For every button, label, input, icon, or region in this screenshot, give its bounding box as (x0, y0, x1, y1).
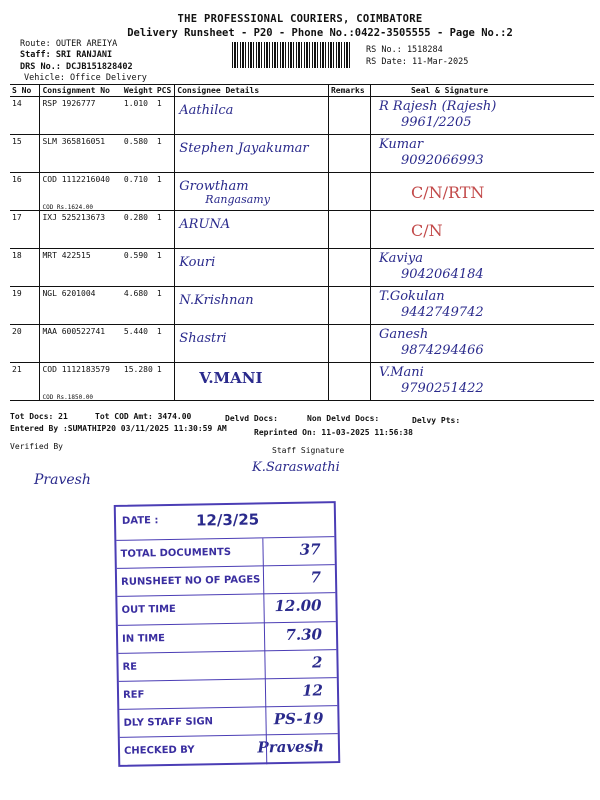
row-pcs: 1 (155, 211, 175, 249)
row-sno: 19 (10, 287, 40, 325)
table-row (10, 173, 594, 211)
delivery-stamp (114, 501, 341, 767)
signature-phone: 9442749742 (400, 305, 484, 320)
consignee-name: V.MANI (199, 369, 263, 387)
consignee-name: N.Krishnan (179, 293, 254, 308)
col-pcs: PCS (155, 85, 175, 97)
stamp-value: 7 (310, 568, 322, 587)
row-pcs: 1 (155, 135, 175, 173)
cod-amount: COD Rs.1850.00 (42, 394, 94, 401)
row-remarks (328, 325, 370, 363)
row-signature (370, 325, 594, 363)
col-consignment: Consignment No (40, 85, 122, 97)
row-signature (370, 211, 594, 249)
row-weight: 5.440 (122, 325, 155, 363)
row-sno: 14 (10, 97, 40, 135)
cod-amount: COD Rs.1624.00 (42, 204, 94, 211)
consignee-name: Stephen Jayakumar (179, 141, 309, 156)
stamp-value: 37 (299, 540, 321, 559)
stamp-date-value: 12/3/25 (195, 510, 260, 530)
row-weight: 1.010 (122, 97, 155, 135)
row-consignment: NGL 6201004 (40, 287, 122, 325)
consignee-name: Aathilca (179, 103, 234, 118)
signature: R Rajesh (Rajesh) (378, 99, 497, 114)
table-row (10, 325, 594, 363)
row-consignment: RSP 1926777 (40, 97, 122, 135)
stamp-label: OUT TIME (121, 604, 176, 617)
stamp-label: RE (122, 661, 138, 673)
barcode (232, 42, 350, 68)
row-consignment: COD 1112216040 COD Rs.1624.00 (40, 173, 122, 211)
stamp-row (117, 593, 335, 625)
table-row (10, 287, 594, 325)
rs-date: RS Date: 11-Mar-2025 (366, 57, 469, 67)
row-consignment: COD 1112183579 COD Rs.1850.00 (40, 363, 122, 401)
stamp-value: 2 (311, 653, 323, 672)
vehicle: Vehicle: Office Delivery (24, 73, 147, 83)
verified-by: Verified By (10, 442, 63, 451)
row-signature (370, 173, 594, 211)
stamp-row (119, 706, 337, 738)
signature-phone: 9961/2205 (400, 115, 472, 130)
consignee-name-line2: Rangasamy (205, 193, 270, 206)
row-weight: 0.710 (122, 173, 155, 211)
row-consignee (175, 135, 329, 173)
table-row (10, 249, 594, 287)
row-consignee (175, 325, 329, 363)
stamp-value: PS-19 (273, 709, 324, 729)
row-pcs: 1 (155, 173, 175, 211)
stamp-label: IN TIME (121, 632, 166, 645)
row-pcs: 1 (155, 249, 175, 287)
stamp-value: 12.00 (274, 596, 322, 616)
stamp-label: TOTAL DOCUMENTS (120, 546, 232, 560)
non-delivered-docs: Non Delvd Docs: (307, 414, 380, 423)
row-weight: 15.280 (122, 363, 155, 401)
stamp-row (117, 565, 335, 597)
delivery-points: Delvy Pts: (412, 416, 461, 425)
row-sno: 18 (10, 249, 40, 287)
signature-phone: 9790251422 (400, 381, 484, 396)
row-consignee (175, 287, 329, 325)
stamp-label: RUNSHEET NO OF PAGES (120, 574, 261, 589)
row-sno: 16 (10, 173, 40, 211)
reprinted-on: Reprinted On: 11-03-2025 11:56:38 (254, 428, 413, 437)
stamp-value: 12 (301, 681, 324, 700)
col-remarks: Remarks (328, 85, 370, 97)
col-signature: Seal & Signature (370, 85, 594, 97)
row-remarks (328, 97, 370, 135)
stamp-label: REF (122, 689, 145, 701)
col-weight: Weight (123, 86, 153, 95)
stamp-date-row (116, 503, 335, 541)
verified-signature: Pravesh (34, 472, 91, 488)
row-signature (370, 249, 594, 287)
col-consignee: Consignee Details (175, 85, 329, 97)
signature: Kumar (378, 137, 424, 152)
row-remarks (328, 249, 370, 287)
staff-signature-label: Staff Signature (272, 446, 345, 455)
row-pcs: 1 (155, 325, 175, 363)
row-remarks (328, 135, 370, 173)
row-weight: 0.580 (122, 135, 155, 173)
row-consignment: IXJ 525213673 (40, 211, 122, 249)
stamp-row (119, 678, 337, 710)
col-sno: S No (10, 85, 40, 97)
row-weight: 4.680 (122, 287, 155, 325)
row-signature (370, 135, 594, 173)
stamp-row (120, 734, 338, 766)
staff-signature: K.Saraswathi (252, 460, 340, 475)
row-pcs: 1 (155, 97, 175, 135)
entered-by: Entered By :SUMATHIP20 03/11/2025 11:30:59 AM (10, 424, 227, 433)
consignee-name: Shastri (179, 331, 227, 346)
stamp-row (118, 650, 336, 682)
signature-phone: 9092066993 (400, 153, 484, 168)
signature-phone: 9042064184 (400, 267, 484, 282)
stamp-label: CHECKED BY (123, 744, 195, 758)
signature-phone: 9874294466 (400, 343, 484, 358)
row-consignment: MRT 422515 (40, 249, 122, 287)
signature: C/N (410, 221, 443, 240)
table-row (10, 363, 594, 401)
row-consignee (175, 249, 329, 287)
row-consignment: SLM 365816051 (40, 135, 122, 173)
rs-number: RS No.: 1518284 (366, 45, 443, 55)
runsheet-title: Delivery Runsheet - P20 - Phone No.:0422-3505555 - Page No.:2 (127, 27, 513, 39)
row-consignee (175, 363, 329, 401)
row-sno: 17 (10, 211, 40, 249)
consignee-name: Kouri (179, 255, 216, 270)
row-consignment: MAA 600522741 (40, 325, 122, 363)
company-name: THE PROFESSIONAL COURIERS, COIMBATORE (177, 13, 423, 25)
row-signature (370, 363, 594, 401)
stamp-row (118, 622, 336, 654)
row-weight: 0.590 (122, 249, 155, 287)
signature: Ganesh (378, 327, 429, 342)
row-weight: 0.280 (122, 211, 155, 249)
row-pcs: 1 (155, 363, 175, 401)
row-consignee (175, 211, 329, 249)
row-remarks (328, 211, 370, 249)
stamp-date-label: DATE : (121, 515, 159, 527)
row-sno: 21 (10, 363, 40, 401)
table-header (10, 85, 594, 97)
signature: T.Gokulan (378, 289, 445, 304)
consignee-name: Growtham (179, 179, 249, 194)
staff: Staff: SRI RANJANI (20, 50, 113, 60)
stamp-value: Pravesh (257, 737, 325, 757)
delivered-docs: Delvd Docs: (225, 414, 278, 423)
stamp-label: DLY STAFF SIGN (123, 716, 214, 730)
row-sno: 20 (10, 325, 40, 363)
row-consignee (175, 173, 329, 211)
row-consignee (175, 97, 329, 135)
stamp-row (116, 537, 334, 569)
total-docs: Tot Docs: 21 (10, 412, 68, 421)
row-remarks (328, 363, 370, 401)
table-row (10, 97, 594, 135)
row-sno: 15 (10, 135, 40, 173)
runsheet-table (10, 84, 594, 401)
table-row (10, 211, 594, 249)
signature: V.Mani (378, 365, 424, 380)
route: Route: OUTER AREIYA (20, 39, 118, 49)
signature: Kaviya (378, 251, 424, 266)
signature: C/N/RTN (410, 183, 485, 202)
consignee-name: ARUNA (179, 217, 231, 232)
row-pcs: 1 (155, 287, 175, 325)
row-remarks (328, 287, 370, 325)
total-cod: Tot COD Amt: 3474.00 (95, 412, 192, 421)
stamp-value: 7.30 (285, 624, 323, 644)
table-row (10, 135, 594, 173)
drs-number: DRS No.: DCJB151828402 (20, 62, 133, 72)
row-signature (370, 287, 594, 325)
row-signature (370, 97, 594, 135)
row-remarks (328, 173, 370, 211)
